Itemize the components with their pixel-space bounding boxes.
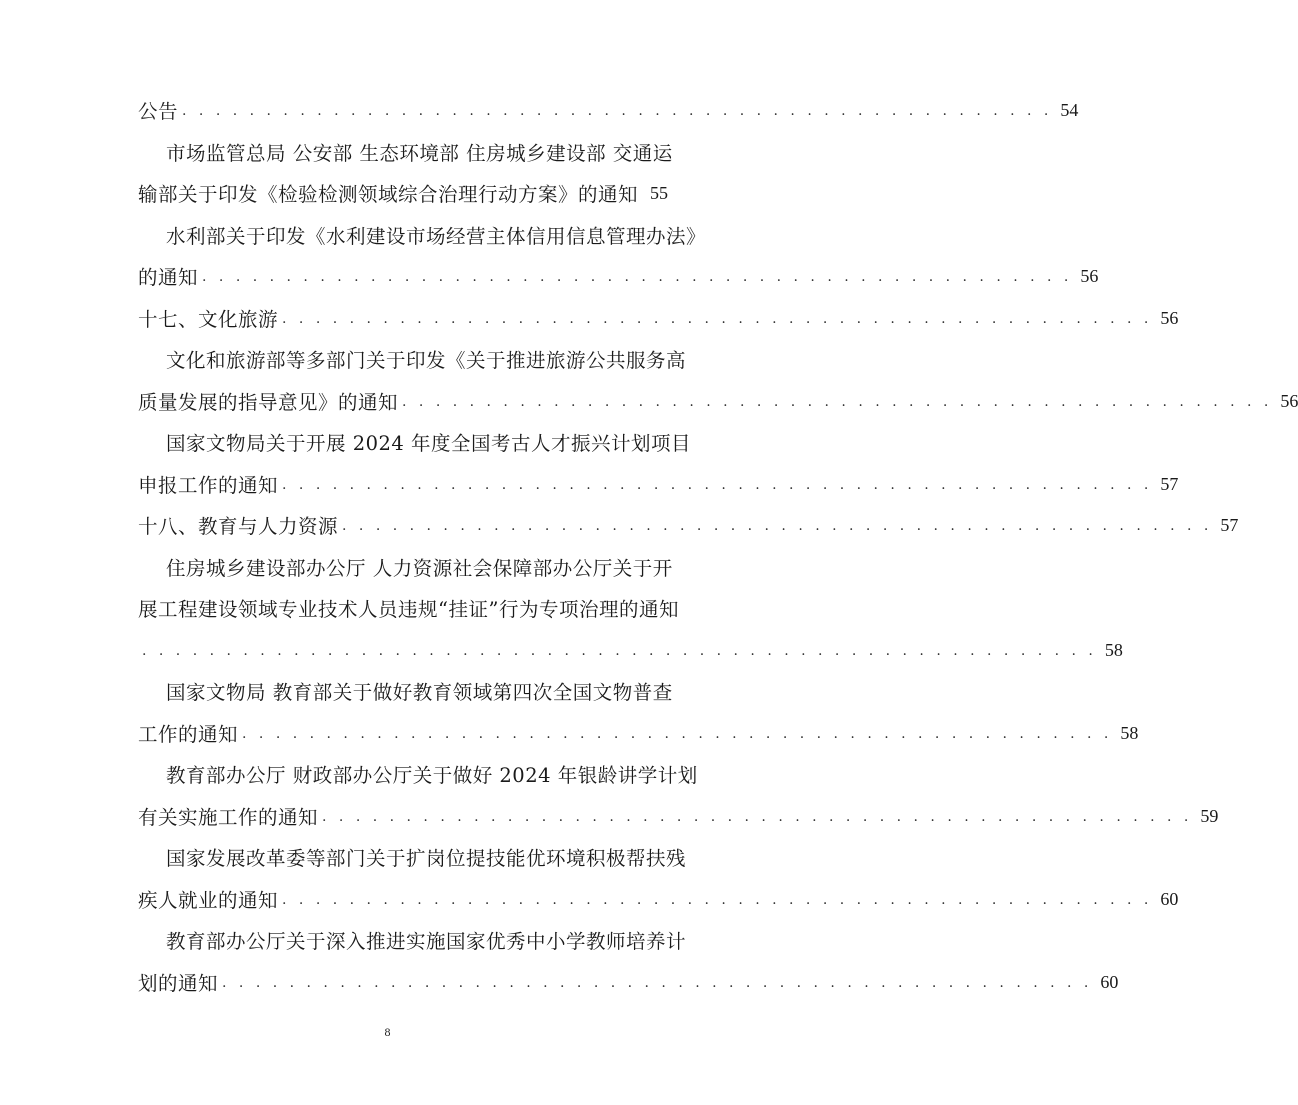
toc-page-number: 56: [1280, 390, 1298, 411]
toc-page-number: 57: [1160, 473, 1179, 494]
toc-entry-title: 国家发展改革委等部门关于扩岗位提技能优环境积极帮扶残: [166, 847, 687, 870]
toc-entry: [138, 342, 687, 376]
toc-entry: [138, 923, 687, 957]
dot-leader: . . . . . . . . . . . . . . . . . . . . . . . . . . . . . . . . . . . . . . . . . . . . . . . . . . . .: [182, 103, 1053, 119]
toc-entry-title: 市场监管总局 公安部 生态环境部 住房城乡建设部 交通运: [166, 142, 673, 165]
toc-entry: [138, 716, 1139, 750]
toc-page-number: 58: [1120, 722, 1139, 743]
toc-entry-title: 有关实施工作的通知: [138, 806, 319, 829]
dot-leader: . . . . . . . . . . . . . . . . . . . . . . . . . . . . . . . . . . . . . . . . . . . . . . . . . . . .: [322, 809, 1193, 825]
toc-entry: [138, 965, 1119, 999]
toc-entry-title: 展工程建设领域专业技术人员违规“挂证”行为专项治理的通知: [138, 598, 679, 621]
toc-page-number: 60: [1100, 971, 1119, 992]
toc-entry-title: 国家文物局关于开展 2024 年度全国考古人才振兴计划项目: [166, 432, 692, 455]
toc-entry-title: 申报工作的通知: [138, 474, 279, 497]
toc-entry: [138, 757, 698, 791]
toc-entry: [138, 176, 669, 210]
toc-entry: [138, 467, 1179, 501]
toc-entry: [138, 550, 673, 584]
toc-entry: [138, 633, 1123, 667]
toc-section-heading: [138, 508, 1239, 542]
dot-leader: . . . . . . . . . . . . . . . . . . . . . . . . . . . . . . . . . . . . . . . . . . . . . . . . . . . .: [282, 892, 1153, 908]
dot-leader: . . . . . . . . . . . . . . . . . . . . . . . . . . . . . . . . . . . . . . . . . . . . . . . . . . . . . . . . .: [142, 643, 1097, 659]
toc-entry-title: 十八、教育与人力资源: [138, 515, 339, 538]
toc-page-number: 56: [1160, 307, 1179, 328]
toc-entry: [138, 799, 1219, 833]
toc-page-number: 59: [1200, 805, 1219, 826]
toc-entry-title: 质量发展的指导意见》的通知: [138, 391, 399, 414]
toc-entry-title: 教育部办公厅 财政部办公厅关于做好 2024 年银龄讲学计划: [166, 764, 698, 787]
toc-entry-title: 疾人就业的通知: [138, 889, 279, 912]
toc-entry-title: 工作的通知: [138, 723, 239, 746]
dot-leader: . . . . . . . . . . . . . . . . . . . . . . . . . . . . . . . . . . . . . . . . . . . . . . . . . . . .: [342, 518, 1213, 534]
toc-entry-title: 十七、文化旅游: [138, 308, 279, 331]
toc-page-number: 60: [1160, 888, 1179, 909]
toc-entry-title: 水利部关于印发《水利建设市场经营主体信用信息管理办法》: [166, 225, 707, 248]
dot-leader: . . . . . . . . . . . . . . . . . . . . . . . . . . . . . . . . . . . . . . . . . . . . . . . . . . . .: [202, 269, 1073, 285]
toc-page-number: 57: [1220, 514, 1239, 535]
toc-entry: [138, 591, 679, 625]
toc-entry-title: 住房城乡建设部办公厅 人力资源社会保障部办公厅关于开: [166, 557, 673, 580]
toc-entry-title: 输部关于印发《检验检测领域综合治理行动方案》的通知: [138, 183, 639, 206]
toc-page-number: 54: [1060, 99, 1079, 120]
dot-leader: . . . . . . . . . . . . . . . . . . . . . . . . . . . . . . . . . . . . . . . . . . . . . . . . . . . .: [402, 394, 1273, 410]
toc-entry: [138, 135, 673, 169]
toc-entry: [138, 384, 1298, 418]
dot-leader: . . . . . . . . . . . . . . . . . . . . . . . . . . . . . . . . . . . . . . . . . . . . . . . . . . . .: [282, 477, 1153, 493]
page-footer-number: 8: [384, 1025, 391, 1039]
toc-entry-title: 划的通知: [138, 972, 219, 995]
dot-leader: . . . . . . . . . . . . . . . . . . . . . . . . . . . . . . . . . . . . . . . . . . . . . . . . . . . .: [242, 726, 1113, 742]
toc-entry-title: 国家文物局 教育部关于做好教育领域第四次全国文物普查: [166, 681, 673, 704]
toc-entry: [138, 882, 1179, 916]
toc-entry-title: 公告: [138, 100, 179, 123]
toc-entry-title: 教育部办公厅关于深入推进实施国家优秀中小学教师培养计: [166, 930, 687, 953]
toc-entry: [138, 259, 1099, 293]
dot-leader: . . . . . . . . . . . . . . . . . . . . . . . . . . . . . . . . . . . . . . . . . . . . . . . . . . . .: [282, 311, 1153, 327]
toc-page-number: 58: [1104, 639, 1123, 660]
toc-entry: [138, 674, 673, 708]
toc-entry: [138, 93, 1079, 127]
toc-entry-title: 的通知: [138, 266, 199, 289]
toc-entry: [138, 840, 687, 874]
toc-entry: [138, 425, 692, 459]
toc-entry-title: 文化和旅游部等多部门关于印发《关于推进旅游公共服务高: [166, 349, 687, 372]
toc-entry: [138, 218, 707, 252]
toc-section-heading: [138, 301, 1179, 335]
toc-page-number: 56: [1080, 265, 1099, 286]
toc-page-number: 55: [650, 182, 669, 203]
dot-leader: . . . . . . . . . . . . . . . . . . . . . . . . . . . . . . . . . . . . . . . . . . . . . . . . . . . .: [222, 975, 1093, 991]
